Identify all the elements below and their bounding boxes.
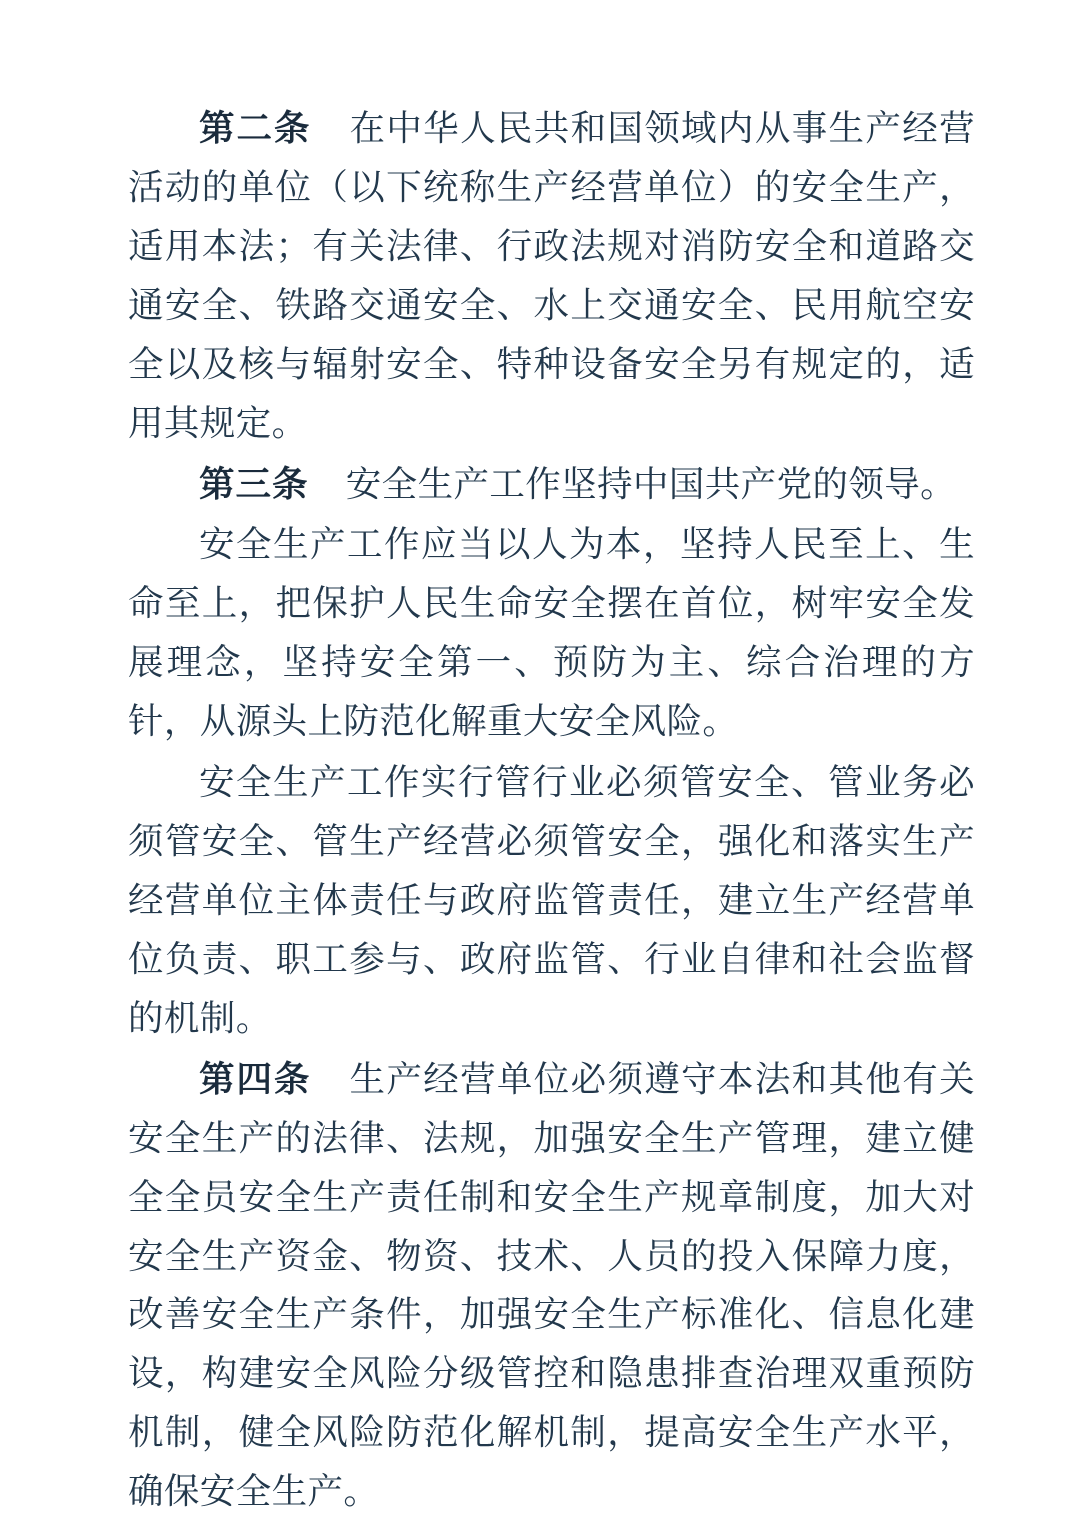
article-label-3: 第三条 <box>199 463 309 505</box>
document-body <box>128 100 975 1522</box>
paragraph-article-4 <box>128 1051 975 1522</box>
article-label-4: 第四条 <box>199 1058 312 1100</box>
paragraph-text-2: 在中华人民共和国领域内从事生产经营活动的单位（以下统称生产经营单位）的安全生产，适用本法；有关法律、行政法规对消防安全和道路交通安全、铁路交通安全、水上交通安全、民用航空安全以及核与辐射安全、特种设备安全另有规定的，适用其规定。 <box>128 108 975 444</box>
paragraph-text-3-sub-1: 安全生产工作应当以人为本，坚持人民至上、生命至上，把保护人民生命安全摆在首位，树牢安全发展理念，坚持安全第一、预防为主、综合治理的方针，从源头上防范化解重大安全风险。 <box>128 524 975 743</box>
paragraph-article-2 <box>128 100 975 454</box>
article-label-2: 第二条 <box>199 108 312 149</box>
paragraph-article-3 <box>128 456 975 515</box>
paragraph-article-3-sub-1 <box>128 516 975 752</box>
paragraph-article-3-sub-2 <box>128 754 975 1049</box>
paragraph-text-3-sub-2: 安全生产工作实行管行业必须管安全、管业务必须管安全、管生产经营必须管安全，强化和落实生产经营单位主体责任与政府监管责任，建立生产经营单位负责、职工参与、政府监管、行业自律和社会监督的机制。 <box>128 762 975 1039</box>
paragraph-text-3: 安全生产工作坚持中国共产党的领导。 <box>345 463 957 505</box>
paragraph-text-4: 生产经营单位必须遵守本法和其他有关安全生产的法律、法规，加强安全生产管理，建立健全全员安全生产责任制和安全生产规章制度，加大对安全生产资金、物资、技术、人员的投入保障力度，改善安全生产条件，加强安全生产标准化、信息化建设，构建安全风险分级管控和隐患排查治理双重预防机制，健全风险防范化解机制，提高安全生产水平，确保安全生产。 <box>128 1058 975 1513</box>
